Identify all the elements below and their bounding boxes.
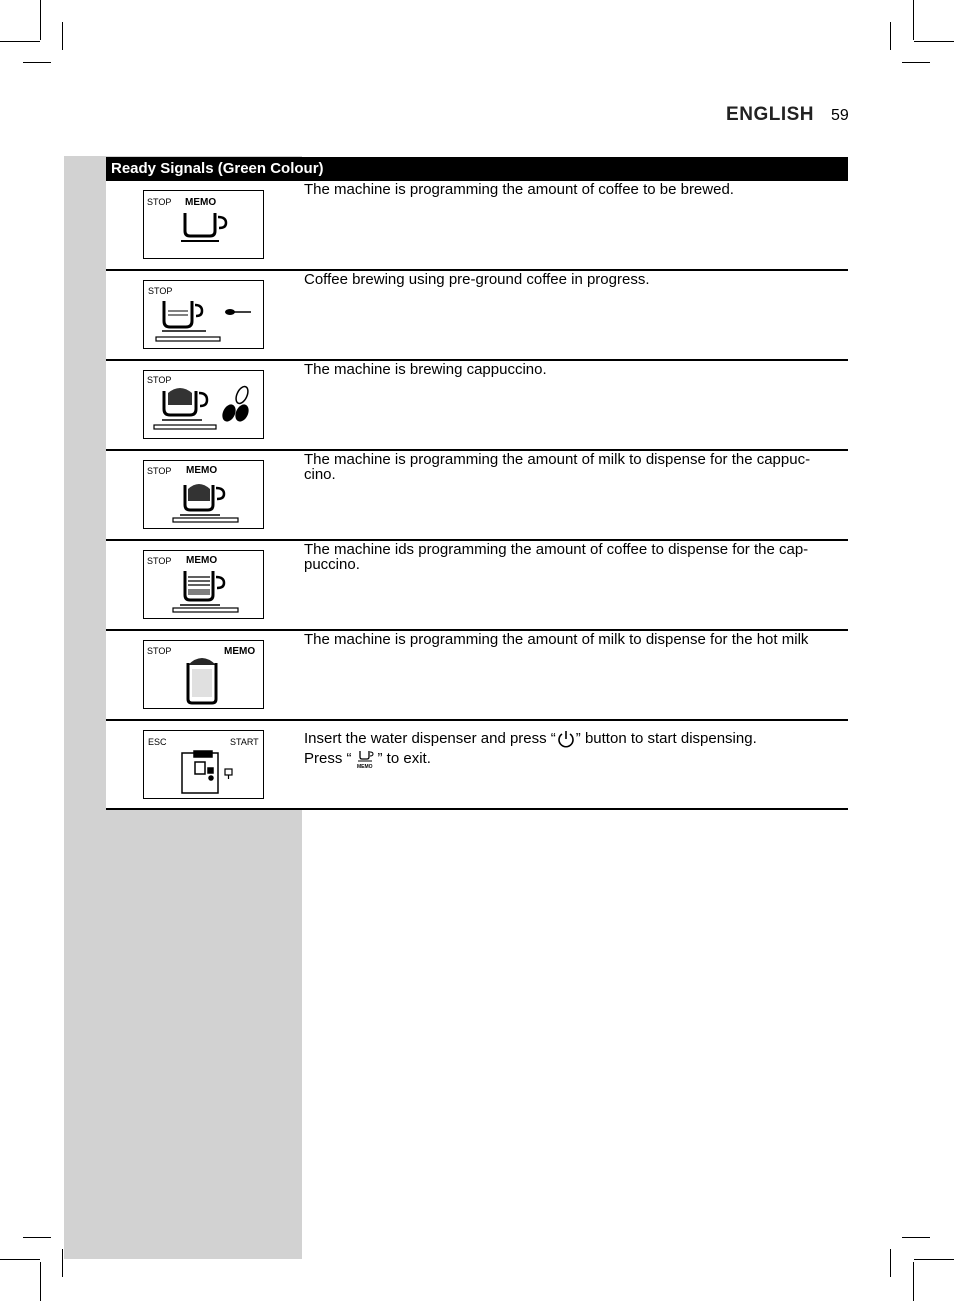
description-line: The machine ids programming the amount of coffee to dispense for the cap- — [304, 541, 809, 558]
lcd-left-label: STOP — [147, 646, 172, 656]
table-row — [106, 181, 848, 271]
description-line — [304, 729, 844, 749]
crop-mark — [40, 1262, 41, 1301]
crop-mark — [913, 0, 914, 40]
row-description — [304, 542, 844, 572]
saucer-icon — [154, 425, 216, 429]
table-row — [106, 631, 848, 721]
text-segment: Insert the water dispenser and press “ — [304, 730, 556, 747]
coffee-beans-icon — [220, 385, 251, 424]
crop-mark — [40, 0, 41, 40]
row-description — [304, 729, 844, 769]
description-line: puccino. — [304, 556, 360, 573]
table-title: Ready Signals (Green Colour) — [106, 157, 848, 181]
memo-cup-icon — [352, 749, 378, 769]
text-segment: ” button to start dispensing. — [575, 730, 757, 747]
description-line: cino. — [304, 466, 336, 483]
lcd-right-label: MEMO — [186, 465, 218, 476]
lcd-left-label: STOP — [147, 197, 172, 207]
lcd-display — [143, 550, 264, 619]
saucer-icon — [156, 337, 220, 341]
crop-mark — [62, 1249, 63, 1277]
table-row — [106, 271, 848, 361]
row-description: The machine is brewing cappuccino. — [304, 361, 547, 378]
lcd-left-label: ESC — [148, 737, 167, 747]
lcd-display — [143, 190, 264, 259]
description-line — [304, 749, 844, 769]
row-description: Coffee brewing using pre-ground coffee in progress. — [304, 271, 650, 288]
table-row — [106, 361, 848, 451]
crop-mark — [902, 1237, 930, 1238]
crop-mark — [890, 1249, 891, 1277]
saucer-icon — [173, 518, 238, 522]
lcd-display — [143, 460, 264, 529]
table-row — [106, 451, 848, 541]
lcd-display — [143, 640, 264, 709]
text-segment: Press “ — [304, 750, 352, 768]
lcd-right-label: MEMO — [224, 646, 256, 657]
power-icon — [556, 729, 576, 749]
lcd-right-label: MEMO — [185, 197, 217, 208]
memo-label: MEMO — [356, 764, 373, 770]
crop-mark — [914, 41, 954, 42]
crop-mark — [23, 1237, 51, 1238]
table-row — [106, 721, 848, 810]
language-heading: ENGLISH — [726, 104, 814, 125]
page-number: 59 — [831, 107, 849, 124]
lcd-display — [143, 730, 264, 799]
table-row — [106, 541, 848, 631]
saucer-icon — [173, 608, 238, 612]
cup-icon — [164, 301, 202, 327]
crop-mark — [23, 62, 51, 63]
crop-mark — [62, 22, 63, 50]
lcd-left-label: STOP — [147, 556, 172, 566]
water-dispenser-icon — [225, 769, 232, 779]
coffee-machine-icon — [182, 751, 218, 793]
ready-signals-table — [106, 157, 848, 810]
cup-icon — [185, 213, 226, 236]
hot-milk-glass-icon — [188, 658, 216, 703]
crop-mark — [914, 1259, 954, 1260]
row-description — [304, 452, 844, 482]
lcd-display — [143, 280, 264, 349]
crop-mark — [902, 62, 930, 63]
lcd-left-label: STOP — [148, 286, 173, 296]
lcd-right-label: START — [230, 737, 259, 747]
lcd-left-label: STOP — [147, 466, 172, 476]
row-description: The machine is programming the amount of coffee to be brewed. — [304, 181, 734, 198]
row-description: The machine is programming the amount of milk to dispense for the hot milk — [304, 631, 809, 648]
lcd-left-label: STOP — [147, 375, 172, 385]
lcd-display — [143, 370, 264, 439]
spoon-icon — [225, 309, 251, 315]
crop-mark — [0, 41, 40, 42]
lcd-right-label: MEMO — [186, 555, 218, 566]
description-line: The machine is programming the amount of milk to dispense for the cappuc- — [304, 451, 811, 468]
crop-mark — [0, 1259, 40, 1260]
text-segment: ” to exit. — [377, 750, 431, 768]
crop-mark — [913, 1262, 914, 1301]
crop-mark — [890, 22, 891, 50]
